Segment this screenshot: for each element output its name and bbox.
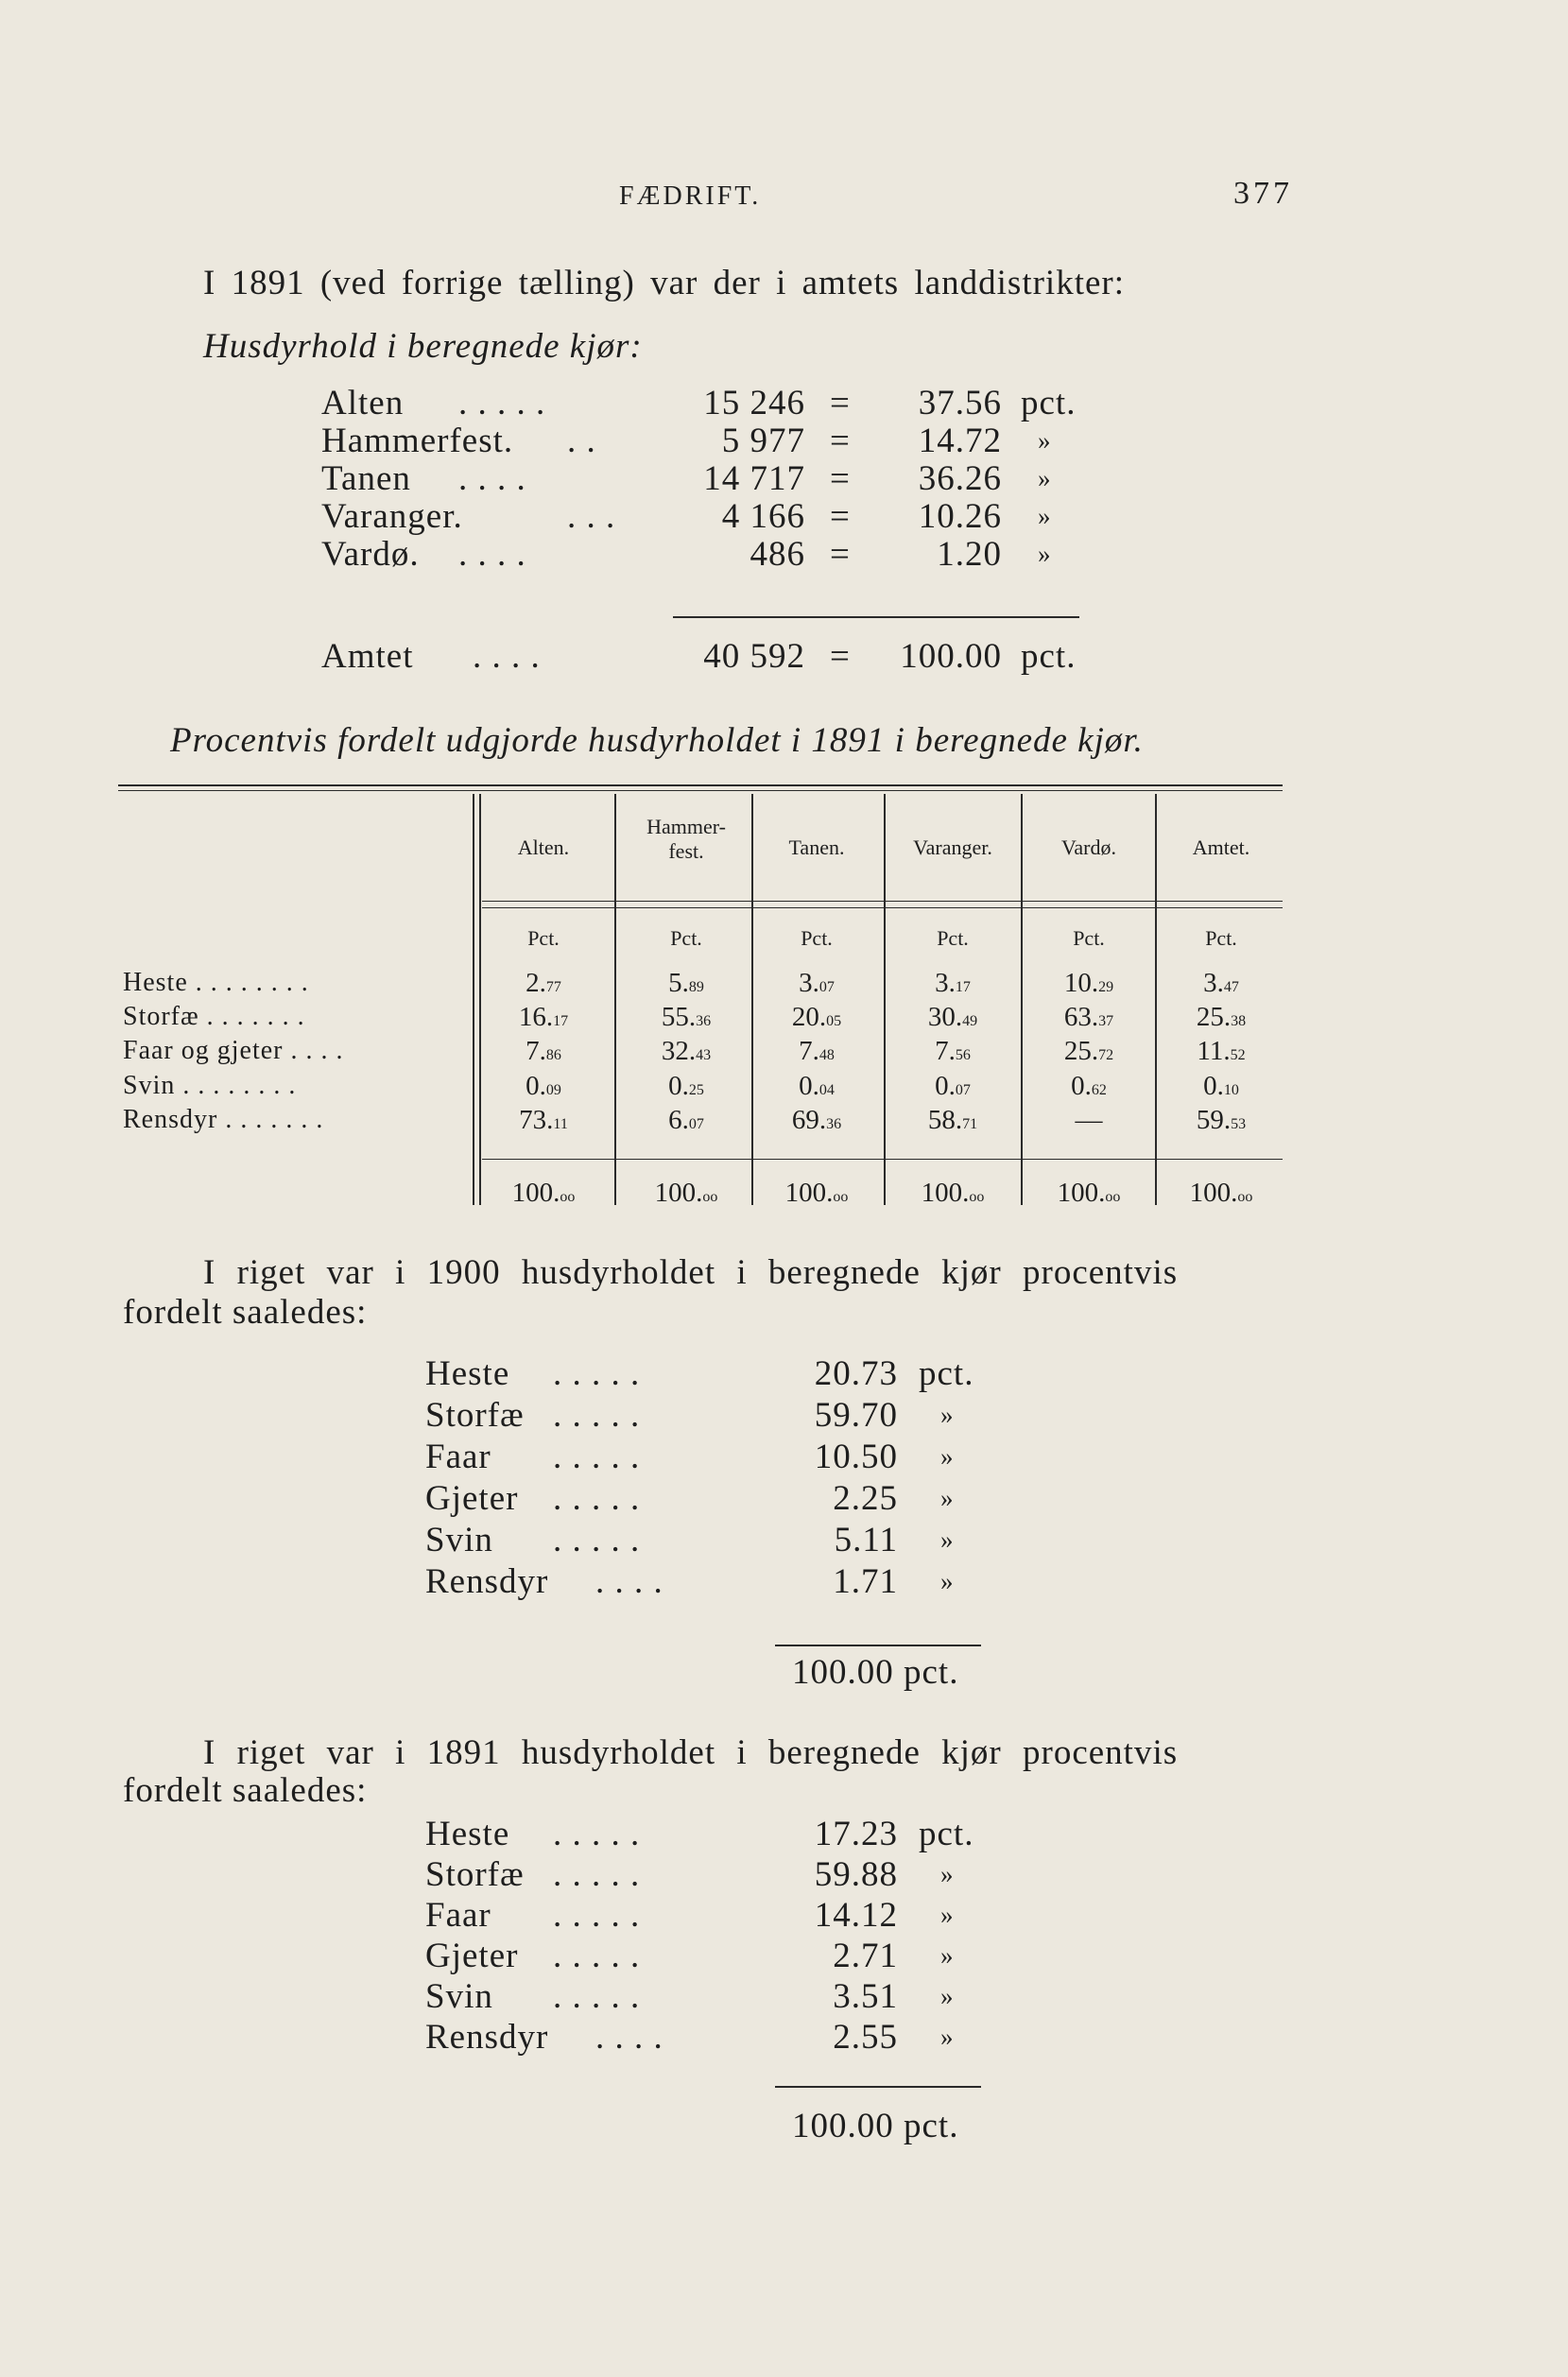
district-unit: »: [1038, 426, 1051, 455]
cell-decimals: 43: [696, 1047, 712, 1063]
district-dots: . . . .: [458, 535, 526, 574]
cell-value: 0.: [526, 1071, 546, 1101]
row-label: Svin . . . . . . . .: [123, 1071, 297, 1100]
district-dots: . . . .: [458, 459, 526, 498]
cell-value: 25.: [1196, 1002, 1232, 1032]
cell-value: 16.: [518, 1002, 554, 1032]
column-header: [750, 835, 883, 860]
district-eq: =: [830, 497, 851, 536]
district-name: Tanen: [321, 459, 411, 498]
table-cell: [482, 1071, 605, 1102]
list-value: 17.23: [814, 1815, 898, 1853]
table-cell: [482, 1105, 605, 1136]
cell-value: 0.: [1203, 1071, 1224, 1101]
list-unit: »: [940, 1982, 954, 2010]
list-value: 2.25: [833, 1479, 898, 1518]
cell-decimals: oo: [1237, 1189, 1253, 1205]
cell-value: 58.: [927, 1105, 963, 1135]
cell-value: 100.: [921, 1178, 970, 1208]
cell-value: 7.: [526, 1036, 546, 1066]
cell-decimals: 09: [545, 1082, 561, 1098]
unit-cell: Pct.: [670, 926, 702, 950]
district-pct: 36.26: [918, 459, 1002, 498]
list-value: 14.12: [814, 1896, 898, 1935]
list-dots: . . . . .: [553, 1521, 641, 1559]
district-total-unit: pct.: [1021, 637, 1077, 676]
list-dots: . . . . .: [553, 1896, 641, 1935]
cell-value: 7.: [799, 1036, 819, 1066]
table-cell: [755, 1105, 878, 1136]
table-cell: [891, 1105, 1014, 1136]
cell-value: 55.: [661, 1002, 697, 1032]
table-cell: [891, 1036, 1014, 1067]
cell-value: 100.: [654, 1178, 703, 1208]
district-eq: =: [830, 459, 851, 498]
district-eq: =: [830, 384, 851, 422]
district-value: 14 717: [703, 459, 805, 498]
district-pct: 1.20: [937, 535, 1002, 574]
list-dots: . . . .: [595, 2018, 663, 2057]
cell-decimals: 56: [955, 1047, 971, 1063]
column-header-label: Varanger.: [913, 835, 992, 859]
list-dots: . . . . .: [553, 1479, 641, 1518]
column-header-label: Amtet.: [1192, 835, 1250, 859]
list-name: Gjeter: [425, 1937, 519, 1975]
district-total-label: Amtet: [321, 637, 414, 676]
cell-value: 69.: [791, 1105, 827, 1135]
cell-decimals: 17: [955, 979, 971, 995]
district-pct: 37.56: [918, 384, 1002, 422]
cell-decimals: 29: [1098, 979, 1114, 995]
table-cell: [1160, 1002, 1283, 1033]
table-cell: [891, 968, 1014, 999]
district-dots: . .: [567, 422, 596, 460]
cell-value: 3.: [799, 968, 819, 998]
list-name: Heste: [425, 1354, 510, 1393]
cell-decimals: 37: [1098, 1013, 1114, 1029]
intro-1900-line2: fordelt saaledes:: [123, 1293, 368, 1332]
cell-decimals: 47: [1223, 979, 1239, 995]
table-vertical-rule: [884, 794, 886, 1205]
list-value: 20.73: [814, 1354, 898, 1393]
column-header: [620, 815, 752, 864]
district-unit: »: [1038, 540, 1051, 568]
table-vertical-rule: [473, 794, 474, 1205]
list-dots: . . . .: [595, 1562, 663, 1601]
cell-decimals: 07: [955, 1082, 971, 1098]
cell-decimals: 10: [1223, 1082, 1239, 1098]
table-cell: [1160, 968, 1283, 999]
cell-value: 32.: [661, 1036, 697, 1066]
cell-decimals: 17: [553, 1013, 569, 1029]
table-header-rule-2: [482, 907, 1283, 908]
column-header-label: Hammer-: [646, 815, 726, 838]
table-cell: [755, 1002, 878, 1033]
unit-cell: Pct.: [801, 926, 833, 950]
list-name: Storfæ: [425, 1855, 525, 1894]
table-cell: [482, 1036, 605, 1067]
cell-value: 2.: [526, 968, 546, 998]
list-unit: »: [940, 2023, 954, 2051]
district-total-dots: . . . .: [473, 637, 541, 676]
list-dots: . . . . .: [553, 1815, 641, 1853]
row-label: Faar og gjeter . . . .: [123, 1036, 344, 1065]
row-label: Rensdyr . . . . . . .: [123, 1105, 324, 1134]
running-header: FÆDRIFT.: [619, 181, 762, 211]
cell-decimals: oo: [702, 1189, 718, 1205]
cell-decimals: oo: [969, 1189, 985, 1205]
list-unit: »: [940, 1484, 954, 1512]
table-cell: [755, 1071, 878, 1102]
column-header-label-2: fest.: [668, 839, 704, 863]
table-vertical-rule: [614, 794, 616, 1205]
cell-decimals: oo: [833, 1189, 849, 1205]
cell-value: 59.: [1196, 1105, 1232, 1135]
cell-value: 11.: [1197, 1036, 1231, 1066]
district-pct: 14.72: [918, 422, 1002, 460]
table-total-rule: [482, 1159, 1283, 1160]
cell-decimals: 07: [818, 979, 835, 995]
cell-value: 100.: [1057, 1178, 1106, 1208]
table-cell: [482, 968, 605, 999]
row-label: Storfæ . . . . . . .: [123, 1002, 305, 1031]
district-unit: pct.: [1021, 384, 1077, 422]
district-value: 486: [750, 535, 805, 574]
list-unit: pct.: [919, 1354, 974, 1393]
cell-decimals: 53: [1231, 1116, 1247, 1132]
cell-decimals: 36: [826, 1116, 842, 1132]
table-top-rule: [118, 784, 1283, 786]
list-unit: »: [940, 1567, 954, 1595]
district-eq: =: [830, 535, 851, 574]
list-value: 10.50: [814, 1438, 898, 1476]
cell-decimals: 48: [818, 1047, 835, 1063]
column-header-label: Vardø.: [1060, 835, 1117, 859]
unit-cell: Pct.: [1073, 926, 1105, 950]
table-cell: [625, 1105, 748, 1136]
list-value: 5.11: [834, 1521, 898, 1559]
table-heading: Procentvis fordelt udgjorde husdyrholdet i 1891 i beregnede kjør.: [170, 721, 1144, 760]
district-name: Hammerfest.: [321, 422, 514, 460]
district-dots: . . .: [567, 497, 616, 536]
table-header-rule: [482, 901, 1283, 902]
district-total-value: 40 592: [703, 637, 805, 676]
husdyrhold-heading: Husdyrhold i beregnede kjør:: [203, 327, 643, 366]
district-value: 5 977: [721, 422, 805, 460]
cell-decimals: 89: [688, 979, 704, 995]
table-cell: [755, 968, 878, 999]
intro-1891b-line1: I riget var i 1891 husdyrholdet i beregnede kjør procentvis: [203, 1733, 1179, 1772]
cell-value: 10.: [1063, 968, 1099, 998]
cell-decimals: 62: [1091, 1082, 1107, 1098]
table-cell: [1027, 1002, 1150, 1033]
list-value: 2.71: [833, 1937, 898, 1975]
list-value: 59.70: [814, 1396, 898, 1435]
list-1900-rule: [775, 1645, 981, 1646]
list-value: 1.71: [833, 1562, 898, 1601]
table-cell: [625, 1036, 748, 1067]
list-dots: . . . . .: [553, 1977, 641, 2016]
cell-decimals: 72: [1098, 1047, 1114, 1063]
column-header-label: Alten.: [517, 835, 570, 859]
district-name: Vardø.: [321, 535, 420, 574]
table-cell: [891, 1071, 1014, 1102]
list-name: Gjeter: [425, 1479, 519, 1518]
cell-decimals: 07: [688, 1116, 704, 1132]
total-cell: [891, 1178, 1014, 1209]
list-name: Rensdyr: [425, 1562, 549, 1601]
column-header: [1155, 835, 1287, 860]
cell-value: 25.: [1063, 1036, 1099, 1066]
table-cell: [1160, 1071, 1283, 1102]
list-1891-rule: [775, 2086, 981, 2088]
page-number: 377: [1233, 176, 1293, 211]
cell-decimals: oo: [560, 1189, 576, 1205]
cell-value: 20.: [791, 1002, 827, 1032]
list-unit: »: [940, 1401, 954, 1429]
district-value: 15 246: [703, 384, 805, 422]
cell-value: 0.: [935, 1071, 956, 1101]
list-name: Rensdyr: [425, 2018, 549, 2057]
district-total-pct: 100.00: [900, 637, 1002, 676]
total-cell: [1027, 1178, 1150, 1209]
district-dots: . . . . .: [458, 384, 546, 422]
total-cell: [755, 1178, 878, 1209]
cell-value: 100.: [784, 1178, 834, 1208]
column-header-label: Tanen.: [788, 835, 845, 859]
table-cell: [755, 1036, 878, 1067]
list-unit: »: [940, 1901, 954, 1929]
cell-value: 3.: [1203, 968, 1224, 998]
cell-value: 73.: [519, 1105, 554, 1135]
cell-value: 7.: [935, 1036, 956, 1066]
table-cell: [1160, 1036, 1283, 1067]
cell-value: 0.: [668, 1071, 689, 1101]
list-unit: »: [940, 1525, 954, 1554]
intro-1891b-line2: fordelt saaledes:: [123, 1771, 368, 1810]
list-dots: . . . . .: [553, 1855, 641, 1894]
district-unit: »: [1038, 502, 1051, 530]
list-dots: . . . . .: [553, 1354, 641, 1393]
list-name: Heste: [425, 1815, 510, 1853]
cell-value: —: [1075, 1105, 1103, 1135]
district-eq: =: [830, 422, 851, 460]
cell-decimals: 49: [962, 1013, 978, 1029]
list-dots: . . . . .: [553, 1937, 641, 1975]
table-cell: [482, 1002, 605, 1033]
cell-value: 5.: [668, 968, 689, 998]
district-pct: 10.26: [918, 497, 1002, 536]
cell-value: 30.: [927, 1002, 963, 1032]
cell-decimals: 71: [962, 1116, 978, 1132]
row-label: Heste . . . . . . . .: [123, 968, 309, 997]
cell-value: 0.: [799, 1071, 819, 1101]
district-value: 4 166: [721, 497, 805, 536]
cell-decimals: 25: [688, 1082, 704, 1098]
list-name: Faar: [425, 1438, 491, 1476]
cell-value: 3.: [935, 968, 956, 998]
cell-decimals: 04: [818, 1082, 835, 1098]
table-cell: [625, 968, 748, 999]
table-cell: [1027, 1105, 1150, 1136]
district-name: Varanger.: [321, 497, 463, 536]
cell-decimals: 52: [1230, 1047, 1246, 1063]
list-unit: »: [940, 1442, 954, 1471]
cell-value: 100.: [1189, 1178, 1238, 1208]
list-dots: . . . . .: [553, 1396, 641, 1435]
cell-decimals: 05: [826, 1013, 842, 1029]
district-sum-rule: [673, 616, 1079, 618]
district-name: Alten: [321, 384, 405, 422]
cell-value: 63.: [1063, 1002, 1099, 1032]
table-cell: [625, 1002, 748, 1033]
table-cell: [1027, 1036, 1150, 1067]
district-unit: »: [1038, 464, 1051, 492]
list-unit: pct.: [919, 1815, 974, 1853]
list-unit: »: [940, 1941, 954, 1970]
total-cell: [1160, 1178, 1283, 1209]
cell-decimals: 77: [545, 979, 561, 995]
cell-decimals: oo: [1105, 1189, 1121, 1205]
list-value: 59.88: [814, 1855, 898, 1894]
list-name: Storfæ: [425, 1396, 525, 1435]
cell-decimals: 36: [696, 1013, 712, 1029]
cell-value: 0.: [1071, 1071, 1092, 1101]
cell-value: 6.: [668, 1105, 689, 1135]
intro-1891: I 1891 (ved forrige tælling) var der i amtets landdistrikter:: [203, 264, 1126, 302]
table-top-rule-2: [118, 790, 1283, 791]
total-cell: [625, 1178, 748, 1209]
cell-decimals: 11: [553, 1116, 568, 1132]
list-1900-total: 100.00 pct.: [792, 1653, 959, 1692]
cell-decimals: 86: [545, 1047, 561, 1063]
unit-cell: Pct.: [1205, 926, 1237, 950]
column-header: [1023, 835, 1155, 860]
list-name: Faar: [425, 1896, 491, 1935]
list-value: 2.55: [833, 2018, 898, 2057]
district-total-eq: =: [830, 637, 851, 676]
list-name: Svin: [425, 1521, 493, 1559]
list-dots: . . . . .: [553, 1438, 641, 1476]
intro-1900-line1: I riget var i 1900 husdyrholdet i beregnede kjør procentvis: [203, 1253, 1179, 1292]
table-cell: [1027, 1071, 1150, 1102]
total-cell: [482, 1178, 605, 1209]
list-1891-total: 100.00 pct.: [792, 2107, 959, 2145]
list-unit: »: [940, 1860, 954, 1888]
list-name: Svin: [425, 1977, 493, 2016]
cell-value: 100.: [511, 1178, 560, 1208]
unit-cell: Pct.: [937, 926, 969, 950]
list-value: 3.51: [833, 1977, 898, 2016]
table-cell: [1160, 1105, 1283, 1136]
unit-cell: Pct.: [527, 926, 560, 950]
table-cell: [625, 1071, 748, 1102]
column-header: [477, 835, 610, 860]
column-header: [887, 835, 1019, 860]
table-cell: [1027, 968, 1150, 999]
cell-decimals: 38: [1231, 1013, 1247, 1029]
table-cell: [891, 1002, 1014, 1033]
